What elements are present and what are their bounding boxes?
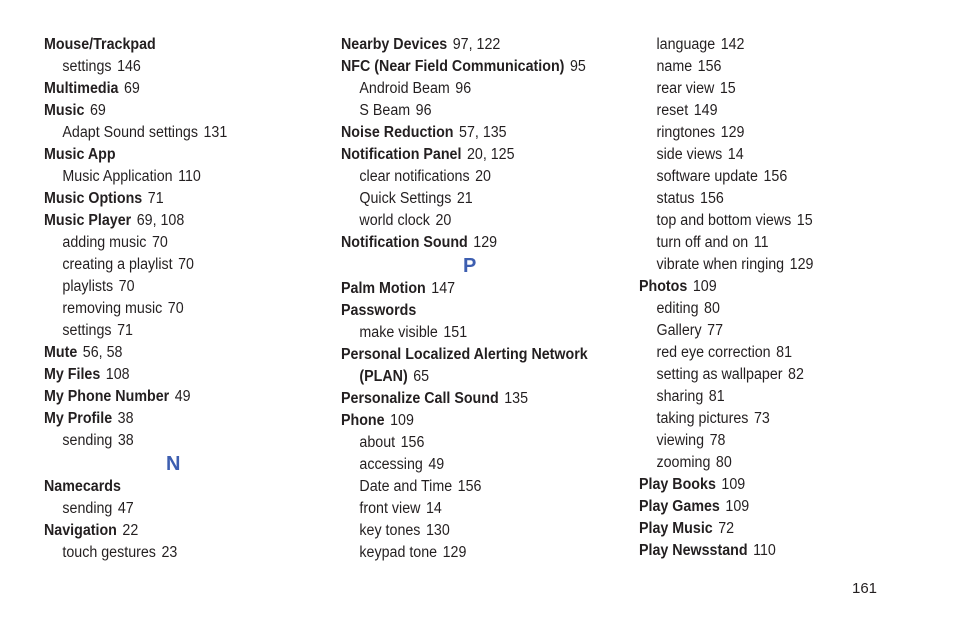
entry-pages: 14 [425,500,442,517]
entry-pages: 80 [704,300,720,317]
index-subentry [44,498,311,520]
index-entry [341,388,608,410]
index-entry [44,144,311,166]
entry-pages: 147 [431,280,456,297]
entry-term: side views [656,146,723,163]
index-subentry [639,364,906,386]
entry-term: front view [359,500,421,517]
entry-term: Personal Localized Alerting Network [341,346,588,363]
entry-term: Nearby Devices [341,36,448,53]
entry-term: My Files [44,366,101,383]
index-entry [44,386,311,408]
entry-pages: 156 [697,58,722,75]
entry-term: Phone [341,412,385,429]
index-subentry [44,542,311,564]
index-subentry [639,100,906,122]
entry-pages: 109 [692,278,717,295]
index-entry [341,232,608,254]
index-entry [44,520,311,542]
entry-pages: 82 [788,366,804,383]
entry-term: setting as wallpaper [656,366,783,383]
entry-pages: 109 [725,498,750,515]
entry-term: Noise Reduction [341,124,454,141]
entry-term: make visible [359,324,438,341]
entry-pages: 135 [504,390,529,407]
entry-term: settings [62,322,112,339]
entry-pages: 56, 58 [82,344,123,361]
entry-term: Play Books [639,476,716,493]
entry-pages: 49 [174,388,191,405]
entry-term: key tones [359,522,421,539]
index-entry [341,278,608,300]
index-subentry [639,430,906,452]
entry-pages: 20 [475,168,491,185]
entry-pages: 49 [428,456,445,473]
entry-pages: 70 [118,278,135,295]
entry-pages: 156 [457,478,482,495]
entry-term: top and bottom views [656,212,792,229]
index-entry [341,34,608,56]
entry-term: Palm Motion [341,280,426,297]
entry-term: world clock [359,212,430,229]
entry-pages: 110 [753,542,776,559]
entry-pages: 47 [117,500,134,517]
entry-pages: 78 [709,432,726,449]
index-entry [639,540,906,562]
index-subentry [341,210,608,232]
entry-term: reset [656,102,689,119]
letter-heading: N [166,453,181,475]
entry-term: vibrate when ringing [656,256,785,273]
entry-pages: 20 [435,212,452,229]
index-subentry [44,320,311,342]
entry-pages: 11 [753,234,769,251]
index-subentry [341,454,608,476]
index-subentry [44,122,311,144]
entry-pages: 129 [720,124,745,141]
index-subentry [341,542,608,564]
entry-term: My Profile [44,410,113,427]
entry-pages: 149 [693,102,718,119]
index-subentry [44,430,311,452]
entry-pages: 15 [719,80,736,97]
entry-term: sharing [656,388,704,405]
index-entry [44,78,311,100]
entry-pages: 69 [123,80,140,97]
entry-term: Namecards [44,478,121,495]
entry-pages: 65 [413,368,430,385]
index-subentry [639,408,906,430]
entry-term: settings [62,58,112,75]
index-subentry [639,166,906,188]
index-subentry [341,188,608,210]
entry-pages: 38 [117,432,134,449]
entry-pages: 23 [161,544,178,561]
entry-term: Navigation [44,522,117,539]
entry-pages: 81 [708,388,725,405]
index-subentry [639,320,906,342]
entry-pages: 110 [178,168,201,185]
entry-term: ringtones [656,124,716,141]
index-subentry [639,34,906,56]
index-entry [341,410,608,432]
index-column-1 [44,34,334,564]
index-entry [44,476,311,498]
entry-pages: 129 [442,544,467,561]
entry-pages: 151 [443,324,468,341]
entry-term: Play Games [639,498,720,515]
entry-term: Play Music [639,520,713,537]
entry-term: Music App [44,146,116,163]
entry-pages: 70 [167,300,184,317]
entry-term: Notification Panel [341,146,462,163]
index-subentry [341,432,608,454]
entry-pages: 14 [727,146,744,163]
index-subentry [341,100,608,122]
entry-term: Passwords [341,302,417,319]
index-subentry [44,254,311,276]
entry-pages: 142 [720,36,745,53]
entry-pages: 109 [721,476,746,493]
entry-term: Multimedia [44,80,119,97]
entry-term: Photos [639,278,688,295]
entry-term: about [359,434,396,451]
index-entry [341,300,608,322]
index-subentry [639,298,906,320]
index-subentry [639,78,906,100]
entry-term: Quick Settings [359,190,452,207]
index-subentry [44,232,311,254]
entry-pages: 72 [718,520,735,537]
entry-term: NFC (Near Field Communication) [341,58,565,75]
entry-pages: 146 [117,58,141,75]
entry-term: software update [656,168,758,185]
index-entry [341,344,608,366]
entry-pages: 70 [151,234,168,251]
entry-pages: 96 [455,80,472,97]
entry-pages: 129 [473,234,498,251]
entry-term: Mouse/Trackpad [44,36,156,53]
entry-term: My Phone Number [44,388,170,405]
index-subentry [341,498,608,520]
entry-term: Play Newsstand [639,542,748,559]
entry-term: zooming [656,454,711,471]
entry-pages: 109 [390,412,414,429]
entry-pages: 108 [105,366,130,383]
index-column-3 [639,34,929,562]
index-entry [341,366,608,388]
index-entry [341,122,608,144]
entry-pages: 69 [89,102,106,119]
entry-pages: 73 [753,410,770,427]
entry-pages: 20, 125 [466,146,515,163]
entry-term: Music Options [44,190,143,207]
entry-term: viewing [656,432,705,449]
entry-term: sending [62,500,113,517]
entry-pages: 156 [400,434,425,451]
entry-pages: 95 [569,58,586,75]
index-subentry [639,56,906,78]
index-entry [44,188,311,210]
entry-term: (PLAN) [359,368,408,385]
entry-term: Personalize Call Sound [341,390,499,407]
index-subentry [639,254,906,276]
page-number: 161 [852,580,878,597]
index-entry [639,518,906,540]
entry-term: taking pictures [656,410,749,427]
entry-pages: 131 [203,124,228,141]
entry-pages: 22 [122,522,139,539]
index-subentry [639,188,906,210]
entry-term: creating a playlist [62,256,173,273]
entry-pages: 21 [456,190,473,207]
index-subentry [44,298,311,320]
entry-term: touch gestures [62,544,156,561]
entry-pages: 129 [789,256,814,273]
index-subentry [639,386,906,408]
index-subentry [639,122,906,144]
entry-pages: 156 [763,168,788,185]
index-entry [341,144,608,166]
index-entry [639,496,906,518]
entry-pages: 38 [117,410,134,427]
index-subentry [341,476,608,498]
entry-term: Gallery [656,322,702,339]
index-subentry [639,452,906,474]
entry-term: keypad tone [359,544,438,561]
letter-heading: P [463,255,477,277]
index-subentry [639,144,906,166]
index-subentry [44,56,311,78]
entry-term: language [656,36,716,53]
index-entry [44,34,311,56]
entry-pages: 77 [707,322,724,339]
entry-term: clear notifications [359,168,470,185]
entry-term: name [656,58,693,75]
entry-pages: 70 [178,256,194,273]
entry-term: turn off and on [656,234,749,251]
index-column-2 [341,34,631,564]
entry-term: Music Application [62,168,173,185]
entry-term: Date and Time [359,478,453,495]
index-entry [639,474,906,496]
entry-pages: 57, 135 [459,124,507,141]
entry-term: Adapt Sound settings [62,124,198,141]
entry-term: Music [44,102,85,119]
entry-pages: 69, 108 [136,212,185,229]
index-subentry [341,322,608,344]
entry-term: Mute [44,344,78,361]
entry-term: accessing [359,456,423,473]
entry-term: status [656,190,695,207]
entry-term: sending [62,432,113,449]
index-entry [44,210,311,232]
index-subentry [639,210,906,232]
entry-pages: 71 [147,190,164,207]
index-entry [44,100,311,122]
entry-term: editing [656,300,699,317]
index-entry [341,56,608,78]
entry-pages: 130 [425,522,450,539]
entry-pages: 81 [776,344,793,361]
index-subentry [44,276,311,298]
entry-term: red eye correction [656,344,771,361]
entry-term: rear view [656,80,715,97]
index-subentry [639,342,906,364]
index-entry [44,342,311,364]
entry-term: playlists [62,278,114,295]
entry-term: removing music [62,300,163,317]
entry-term: adding music [62,234,147,251]
index-subentry [639,232,906,254]
entry-pages: 15 [796,212,813,229]
index-subentry [44,166,311,188]
entry-pages: 97, 122 [452,36,501,53]
entry-pages: 96 [415,102,432,119]
entry-term: S Beam [359,102,411,119]
entry-term: Android Beam [359,80,450,97]
index-entry [639,276,906,298]
index-subentry [341,520,608,542]
entry-pages: 80 [715,454,732,471]
index-subentry [341,78,608,100]
entry-term: Notification Sound [341,234,468,251]
index-subentry [341,166,608,188]
index-entry [44,364,311,386]
entry-term: Music Player [44,212,132,229]
index-entry [44,408,311,430]
entry-pages: 71 [117,322,133,339]
entry-pages: 156 [700,190,724,207]
